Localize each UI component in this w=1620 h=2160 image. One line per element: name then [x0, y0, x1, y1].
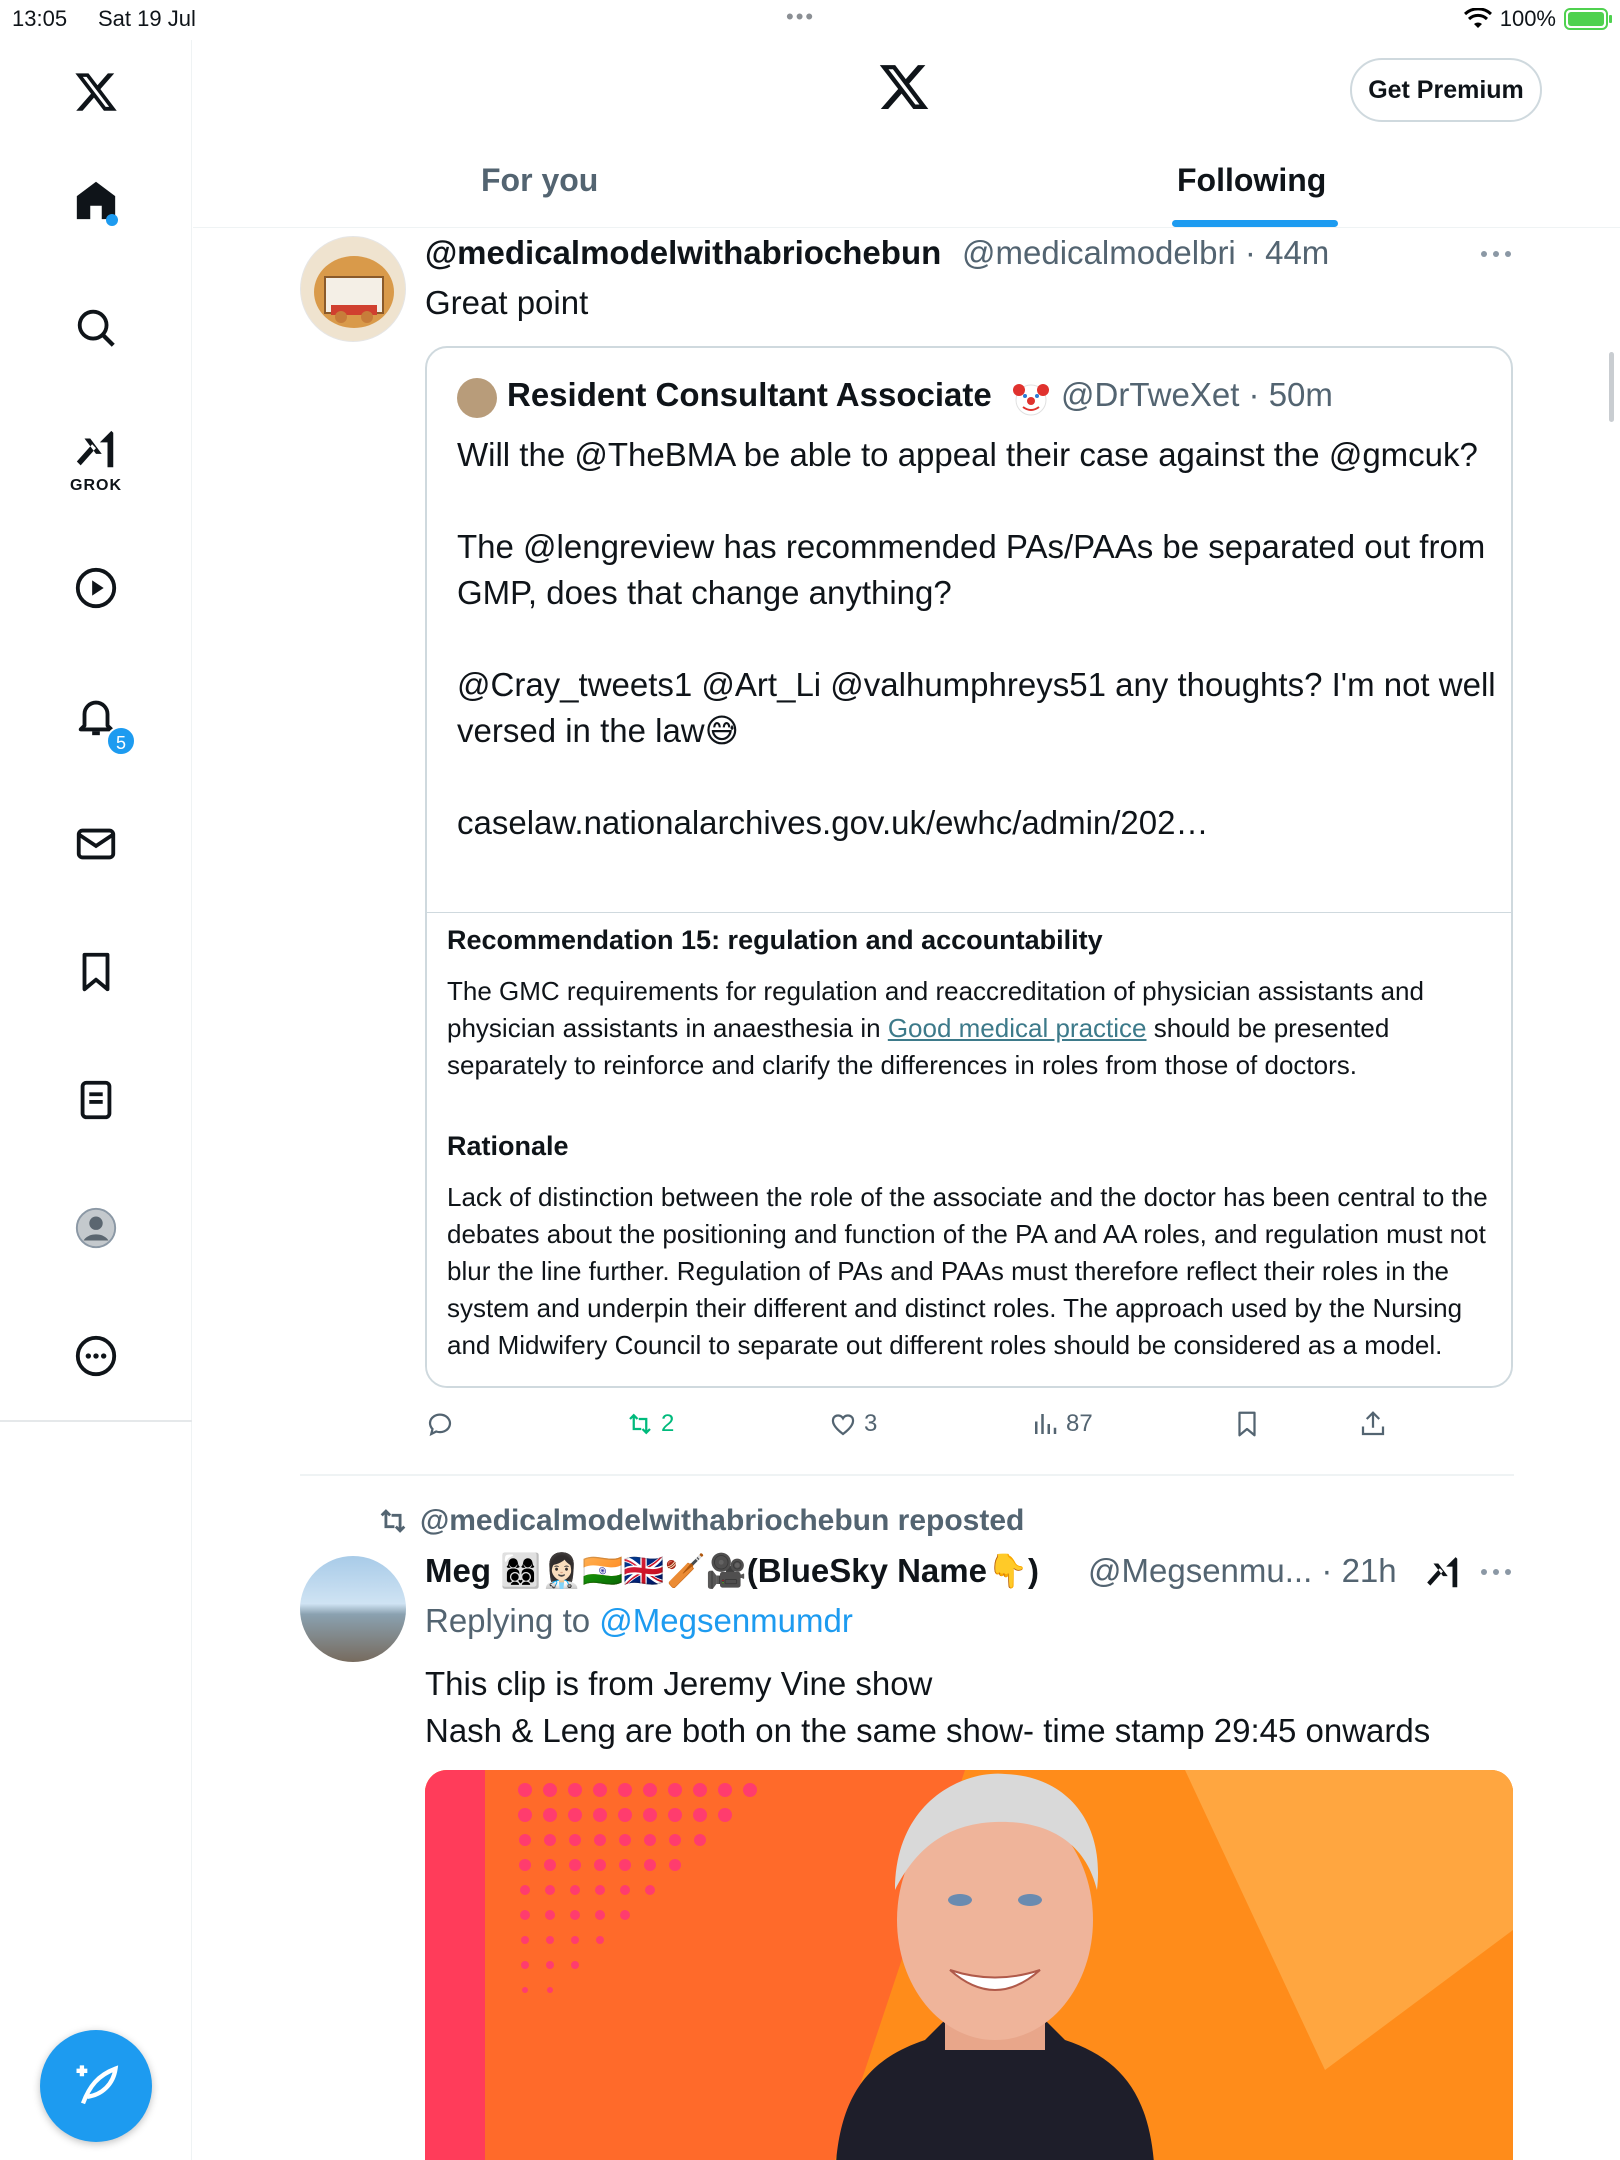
tweet-text: Great point	[425, 284, 589, 321]
avatar[interactable]	[300, 236, 406, 342]
bookmark-icon	[1232, 1409, 1262, 1439]
doc-subheading: Rationale	[447, 1131, 569, 1161]
avatar[interactable]	[300, 1556, 406, 1662]
play-icon[interactable]	[66, 558, 126, 618]
compose-button[interactable]	[40, 2030, 152, 2142]
scrollbar[interactable]	[1609, 352, 1614, 422]
bookmark-button[interactable]	[1232, 1406, 1262, 1442]
status-date: Sat 19 Jul	[98, 6, 196, 31]
tab-following[interactable]: Following	[1177, 162, 1327, 198]
search-icon[interactable]	[66, 298, 126, 358]
doc-heading: Recommendation 15: regulation and accountability	[447, 925, 1103, 955]
repost-indicator[interactable]	[376, 1504, 1024, 1538]
x-logo-icon[interactable]	[66, 62, 126, 122]
grok-label: GROK	[70, 477, 122, 494]
reply-button[interactable]	[425, 1406, 461, 1442]
compose-feather-icon	[70, 2060, 122, 2112]
status-right	[1464, 6, 1608, 32]
views-count: 87	[1066, 1410, 1093, 1437]
timeline-header	[193, 40, 1620, 228]
quoted-paragraph: The @lengreview has recommended PAs/PAAs be separated out from GMP, does that change anything?	[457, 528, 1486, 611]
quoted-tweet[interactable]	[425, 346, 1513, 1388]
more-options-icon[interactable]	[1476, 244, 1516, 264]
retweet-icon	[625, 1409, 655, 1439]
status-bar	[0, 0, 1620, 40]
share-icon	[1358, 1409, 1388, 1439]
like-button[interactable]	[828, 1406, 877, 1442]
author-name[interactable]: Meg 👩‍👩‍👦‍👦👩🏻‍⚕️🇮🇳🇬🇧🏏🎥(BlueSky Name👇)	[425, 1552, 1040, 1589]
home-notification-dot	[106, 214, 118, 226]
reply-icon	[425, 1409, 455, 1439]
mail-icon[interactable]	[66, 814, 126, 874]
grok-icon[interactable]	[66, 420, 126, 480]
retweet-button[interactable]	[625, 1406, 674, 1442]
status-time: 13:05	[12, 6, 68, 31]
like-count: 3	[864, 1410, 878, 1437]
more-options-icon[interactable]	[1476, 1562, 1516, 1582]
author-name[interactable]: @medicalmodelwithabriochebun	[425, 234, 942, 271]
wifi-icon	[1464, 8, 1492, 30]
author-handle-time[interactable]: @medicalmodelbri · 44m	[962, 234, 1330, 271]
heart-icon	[828, 1409, 858, 1439]
quoted-author-name[interactable]: Resident Consultant Associate	[507, 376, 992, 413]
grok-icon[interactable]	[1424, 1554, 1462, 1592]
retweet-count: 2	[661, 1410, 675, 1437]
tweet-separator	[300, 1474, 1514, 1476]
doc-paragraph: Lack of distinction between the role of the associate and the doctor has been central to the debates about the positioning and function of the PA and AA roles, and regulation must not blur the line further. Regulation of PAs and PAAs must therefore reflect their roles in the system and underpin their different and distinct roles. The approach used by the Nursing and Midwifery Council to separate out different roles should be considered as a model.	[447, 1182, 1488, 1360]
battery-percent: 100%	[1499, 6, 1556, 31]
get-premium-button[interactable]: Get Premium	[1350, 58, 1542, 122]
more-circle-icon[interactable]	[66, 1326, 126, 1386]
multitask-dots-icon[interactable]: •••	[786, 4, 816, 29]
quoted-avatar[interactable]	[457, 378, 497, 418]
media-thumbnail	[425, 1770, 1513, 2160]
battery-icon	[1564, 8, 1608, 30]
x-logo-icon	[877, 60, 931, 114]
lists-icon[interactable]	[66, 1070, 126, 1130]
repost-label: @medicalmodelwithabriochebun reposted	[420, 1504, 1025, 1537]
retweet-icon	[376, 1504, 410, 1538]
profile-icon[interactable]	[66, 1198, 126, 1258]
gmc-cartoon-avatar	[301, 237, 406, 342]
tab-for-you[interactable]: For you	[481, 162, 599, 198]
bookmark-icon[interactable]	[66, 942, 126, 1002]
clown-emoji-icon	[1011, 378, 1051, 418]
notification-count-badge: 5	[106, 726, 136, 756]
quoted-document-image[interactable]	[427, 912, 1513, 1388]
active-tab-indicator	[1172, 220, 1338, 227]
replying-to-link[interactable]: @Megsenmumdr	[599, 1602, 853, 1639]
quoted-paragraph: Will the @TheBMA be able to appeal their case against the @gmcuk?	[457, 436, 1478, 473]
tweet-text-line: Nash & Leng are both on the same show- time stamp 29:45 onwards	[425, 1712, 1431, 1749]
sidebar	[0, 40, 192, 2160]
views-bar-icon	[1030, 1409, 1060, 1439]
doc-paragraph: The GMC requirements for regulation and reaccreditation of physician assistants and physician assistants in anaesthesia in Good medical practice should be presented separately to reinforce and clarify the differences in roles from those of doctors.	[447, 976, 1424, 1080]
quoted-paragraph: @Cray_tweets1 @Art_Li @valhumphreys51 any thoughts? I'm not well versed in the law😅	[457, 666, 1496, 749]
replying-to: Replying to @Megsenmumdr	[425, 1602, 853, 1639]
doc-inline-link: Good medical practice	[887, 1013, 1147, 1043]
quoted-tweet-body	[457, 432, 1497, 846]
quoted-handle-time[interactable]: @DrTweXet · 50m	[1061, 376, 1333, 413]
sidebar-divider	[0, 1420, 192, 1422]
tweet-text	[425, 1660, 1505, 1754]
views-button[interactable]	[1030, 1406, 1093, 1442]
share-button[interactable]	[1358, 1406, 1388, 1442]
tweet-text-line: This clip is from Jeremy Vine show	[425, 1665, 933, 1702]
author-handle-time[interactable]: @Megsenmu... · 21h	[1088, 1552, 1397, 1589]
tweet-media[interactable]	[425, 1770, 1513, 2160]
quoted-link[interactable]: caselaw.nationalarchives.gov.uk/ewhc/admin/202…	[457, 804, 1209, 841]
